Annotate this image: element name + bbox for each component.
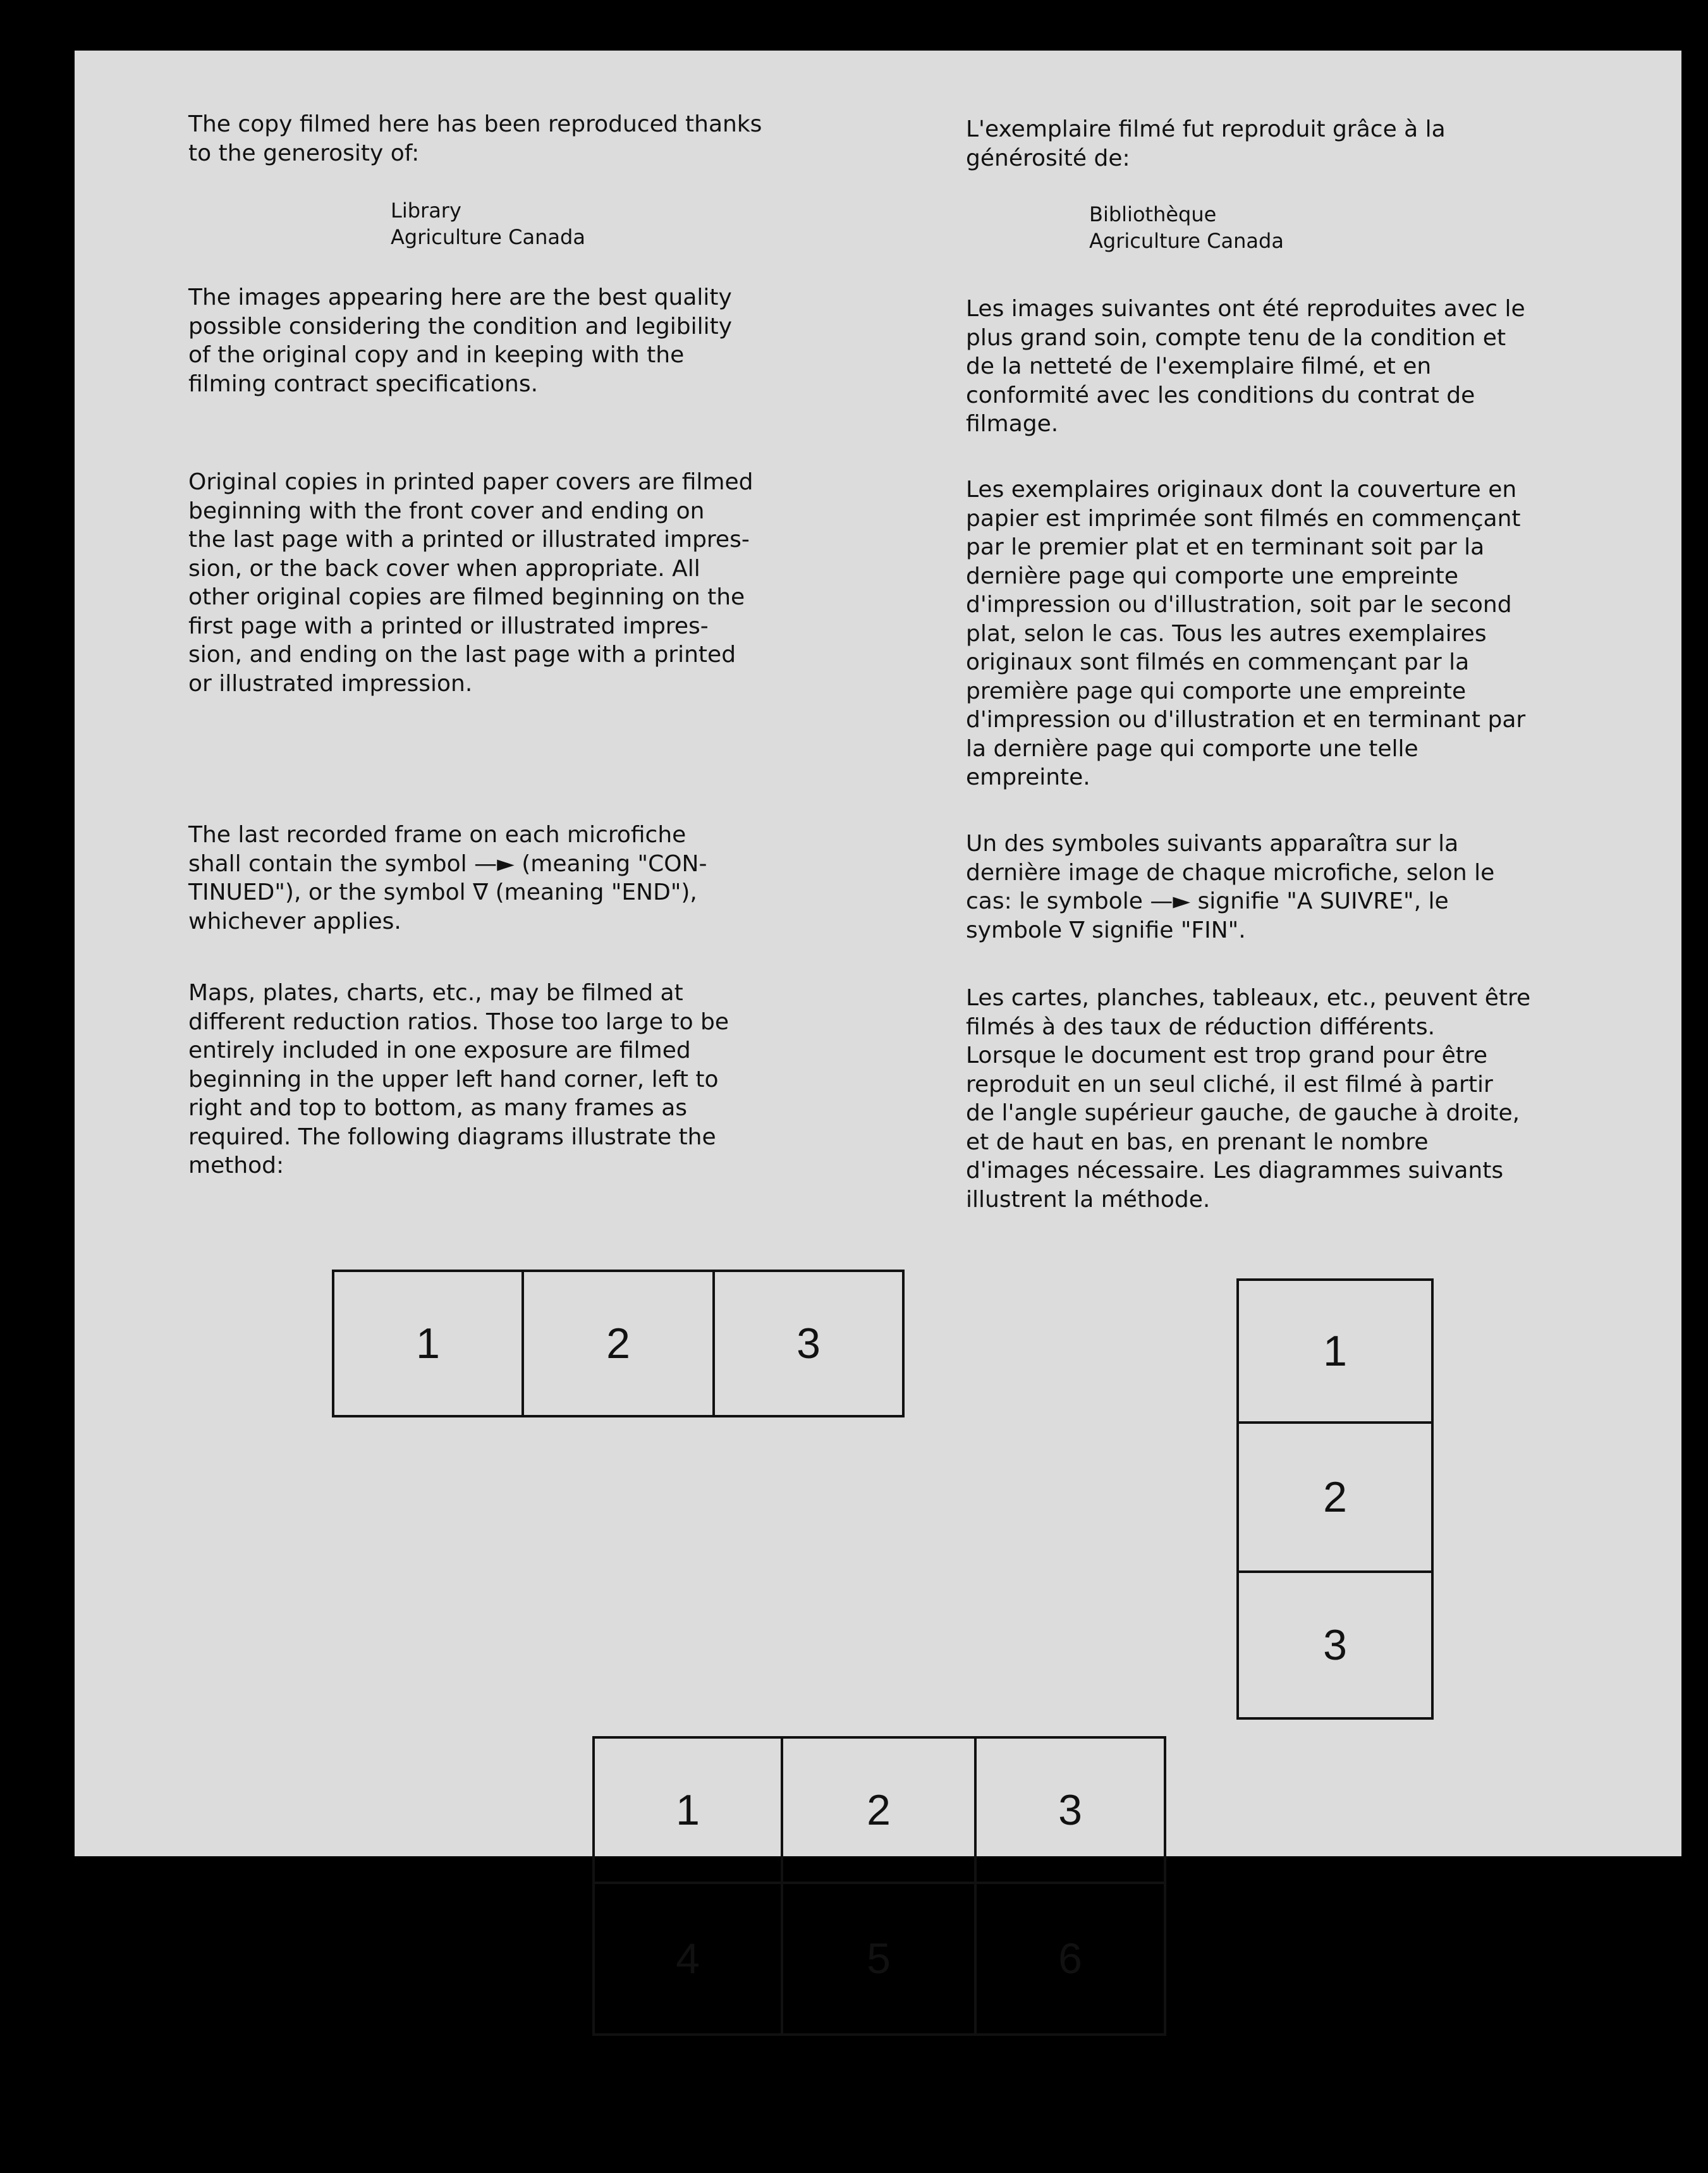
column-cell-1: 1	[1239, 1281, 1431, 1424]
french-column	[966, 115, 1680, 173]
english-quality-block	[188, 283, 915, 398]
row-cell-3: 3	[796, 1319, 820, 1368]
column-cell-3: 3	[1323, 1621, 1347, 1669]
english-column	[188, 110, 915, 168]
grid-cell-6: 6	[1058, 1935, 1082, 1983]
french-maps-block	[966, 984, 1680, 1214]
row-cell-1: 1	[334, 1272, 524, 1415]
french-maps-paragraph: Les cartes, planches, tableaux, etc., peuvent être filmés à des taux de réduction différents. Lorsque le document est trop grand pour être reproduit en un seul cliché, il est filmé à partir de l'angle supérieur gauche, de gauche à droite, et de haut en bas, en prenant le nombre d'images nécessaire. Les diagrammes suivants illustrent la méthode.	[966, 985, 1531, 1213]
english-library	[391, 197, 1118, 250]
english-maps-paragraph: Maps, plates, charts, etc., may be filmed at different reduction ratios. Those too large to be entirely included in one exposure are filmed beginning in the upper left hand corner, left to right and top to bottom, as many frames as required. The following diagrams illustrate the method:	[188, 980, 729, 1178]
english-covers-paragraph: Original copies in printed paper covers are filmed beginning with the front cover and ending on the last page with a printed or illustrated impres- sion, or the back cover when appropriate. All other original copies are filmed beginning on the first page with a printed or illustrated impres- sion, and ending on the last page with a printed or illustrated impression.	[188, 469, 753, 697]
french-intro: L'exemplaire filmé fut reproduit grâce à la générosité de:	[966, 116, 1446, 171]
french-quality-block	[966, 295, 1680, 439]
french-library-name: Bibliothèque Agriculture Canada	[1089, 202, 1284, 253]
english-covers-block	[188, 468, 915, 698]
french-covers-block	[966, 475, 1680, 792]
english-maps-block	[188, 979, 915, 1180]
grid-cell-5: 5	[783, 1884, 977, 2033]
french-symbol-paragraph: Un des symboles suivants apparaîtra sur la dernière image de chaque microfiche, selon le cas: le symbole —► signifie "A SUIVRE", le symbole ∇ signifie "FIN".	[966, 831, 1495, 943]
row-diagram	[332, 1270, 905, 1417]
grid-cell-2: 2	[783, 1739, 977, 1884]
row-cell-2: 2	[524, 1272, 715, 1415]
document-page	[75, 51, 1681, 1983]
grid-cell-1: 1	[595, 1739, 783, 1884]
english-symbol-block	[188, 821, 915, 936]
column-diagram	[1236, 1278, 1434, 1720]
grid-cell-4: 4	[595, 1884, 783, 2033]
english-library-name: Library Agriculture Canada	[391, 199, 585, 249]
french-symbol-block	[966, 829, 1680, 945]
grid-cell-3: 3	[977, 1739, 1164, 1884]
grid-diagram	[592, 1736, 1166, 2036]
french-library	[1089, 201, 1708, 254]
french-covers-paragraph: Les exemplaires originaux dont la couverture en papier est imprimée sont filmés en commençant par le premier plat et en terminant soit par la dernière page qui comporte une empreinte d'impression ou d'illustration, soit par le second plat, selon le cas. Tous les autres exemplaires originaux sont filmés en commençant par la première page qui comporte une empreinte d'impression ou d'illustration et en terminant par la dernière page qui comporte une telle empreinte.	[966, 477, 1526, 790]
english-symbol-paragraph: The last recorded frame on each microfiche shall contain the symbol —► (meaning "CON- TINUED"), or the symbol ∇ (meaning "END"), whichever applies.	[188, 822, 707, 934]
column-cell-2: 2	[1239, 1424, 1431, 1573]
english-quality-paragraph: The images appearing here are the best quality possible considering the condition and legibility of the original copy and in keeping with the filming contract specifications.	[188, 285, 733, 397]
french-quality-paragraph: Les images suivantes ont été reproduites avec le plus grand soin, compte tenu de la condition et de la netteté de l'exemplaire filmé, et en conformité avec les conditions du contrat de filmage.	[966, 296, 1525, 437]
english-intro: The copy filmed here has been reproduced thanks to the generosity of:	[188, 111, 762, 166]
